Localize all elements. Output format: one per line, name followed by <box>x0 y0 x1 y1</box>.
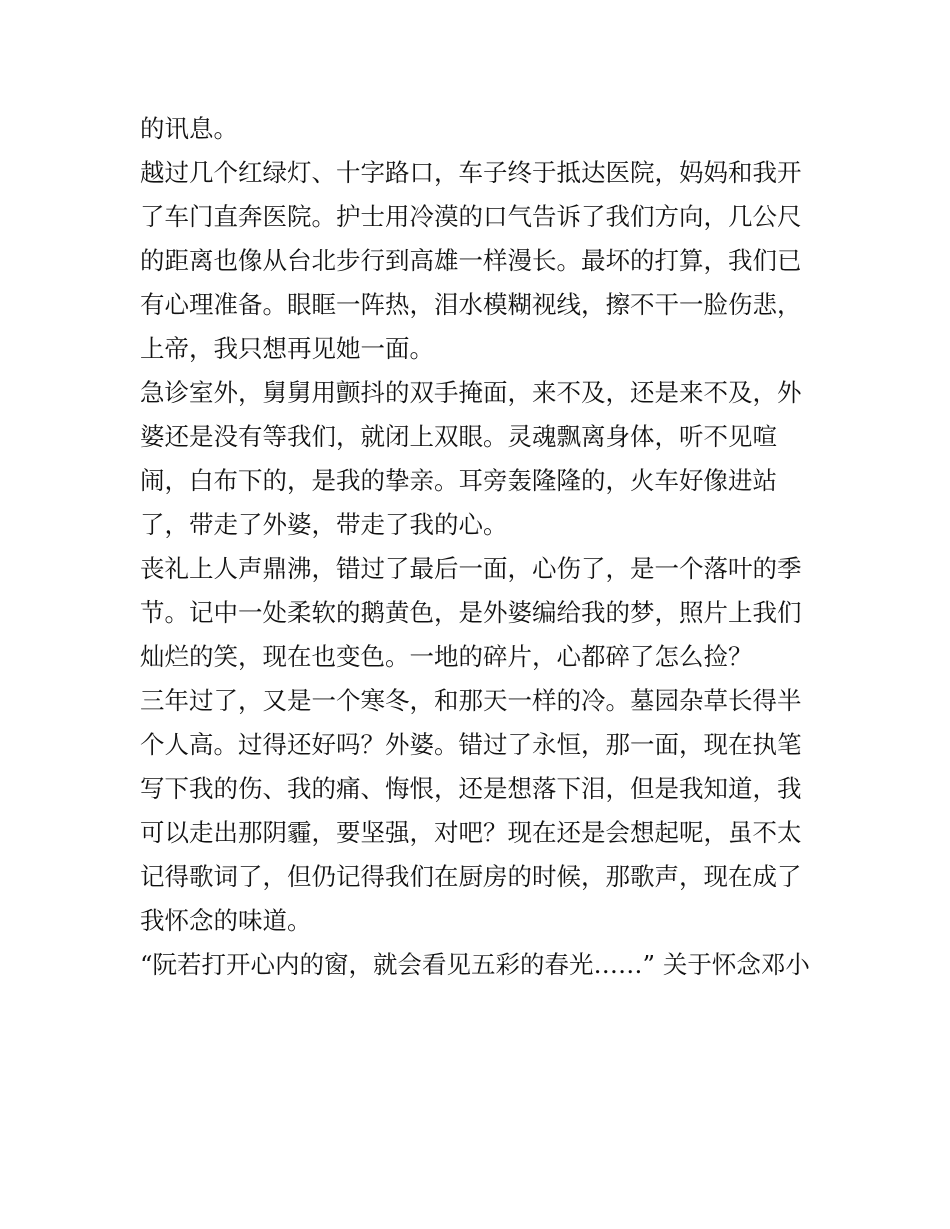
text-line: 丧礼上人声鼎沸，错过了最后一面，心伤了，是一个落叶的季 <box>140 554 802 583</box>
text-line: 上帝，我只想再见她一面。 <box>140 334 434 363</box>
text-line: 可以走出那阴霾，要坚强，对吧？现在还是会想起呢，虽不太 <box>140 818 802 847</box>
text-line: 记得歌词了，但仍记得我们在厨房的时候，那歌声，现在成了 <box>140 862 802 891</box>
text-line: 三年过了，又是一个寒冬，和那天一样的冷。墓园杂草长得半 <box>140 686 802 715</box>
body-text <box>140 107 820 987</box>
text-line: 个人高。过得还好吗？外婆。错过了永恒，那一面，现在执笔 <box>140 730 802 759</box>
text-line: 灿烂的笑，现在也变色。一地的碎片，心都碎了怎么捡？ <box>140 642 753 671</box>
text-line: 的讯息。 <box>140 114 238 143</box>
text-line: “阮若打开心内的窗，就会看见五彩的春光……” 关于怀念邓小 <box>140 950 810 979</box>
text-line: 闹，白布下的，是我的挚亲。耳旁轰隆隆的，火车好像进站 <box>140 466 777 495</box>
text-line: 了，带走了外婆，带走了我的心。 <box>140 510 508 539</box>
text-line: 节。记中一处柔软的鹅黄色，是外婆编给我的梦，照片上我们 <box>140 598 802 627</box>
text-line: 急诊室外，舅舅用颤抖的双手掩面，来不及，还是来不及，外 <box>140 378 802 407</box>
text-line: 有心理准备。眼眶一阵热，泪水模糊视线，擦不干一脸伤悲， <box>140 290 802 319</box>
text-line: 我怀念的味道。 <box>140 906 312 935</box>
text-line: 的距离也像从台北步行到高雄一样漫长。最坏的打算，我们已 <box>140 246 802 275</box>
text-line: 越过几个红绿灯、十字路口，车子终于抵达医院，妈妈和我开 <box>140 158 802 187</box>
text-line: 写下我的伤、我的痛、悔恨，还是想落下泪，但是我知道，我 <box>140 774 802 803</box>
text-line: 了车门直奔医院。护士用冷漠的口气告诉了我们方向，几公尺 <box>140 202 802 231</box>
text-line: 婆还是没有等我们，就闭上双眼。灵魂飘离身体，听不见喧 <box>140 422 777 451</box>
